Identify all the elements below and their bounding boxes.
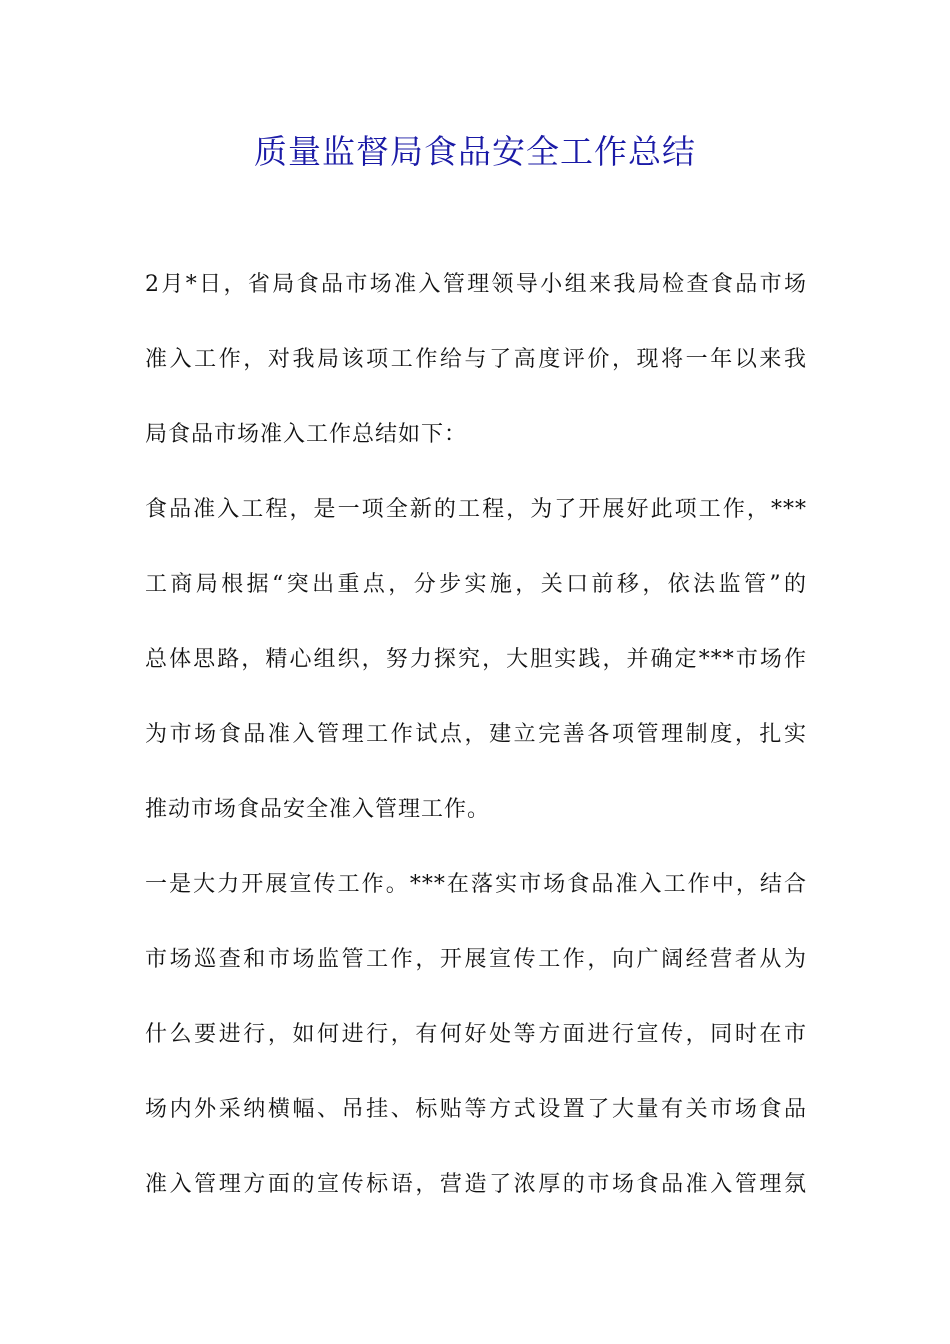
- document-title: 质量监督局食品安全工作总结: [254, 132, 696, 171]
- body-line: 食品准入工程，是一项全新的工程，为了开展好此项工作，***: [145, 497, 807, 522]
- body-line: 市场巡查和市场监管工作，开展宣传工作，向广阔经营者从为: [145, 947, 807, 972]
- body-line: 准入管理方面的宣传标语，营造了浓厚的市场食品准入管理氛: [145, 1172, 807, 1197]
- body-line: 推动市场食品安全准入管理工作。: [145, 797, 491, 822]
- body-line: 什么要进行，如何进行，有何好处等方面进行宣传，同时在市: [145, 1022, 807, 1047]
- body-line: 为市场食品准入管理工作试点，建立完善各项管理制度，扎实: [145, 722, 807, 747]
- body-line: 局食品市场准入工作总结如下：: [145, 422, 468, 447]
- body-line: 准入工作，对我局该项工作给与了高度评价，现将一年以来我: [145, 347, 807, 372]
- body-line: 总体思路，精心组织，努力探究，大胆实践，并确定***市场作: [145, 647, 807, 672]
- body-line: 工商局根据“突出重点，分步实施，关口前移，依法监管”的: [145, 572, 807, 597]
- body-line: 2月*日，省局食品市场准入管理领导小组来我局检查食品市场: [145, 272, 807, 297]
- body-line: 一是大力开展宣传工作。***在落实市场食品准入工作中，结合: [145, 872, 807, 897]
- body-line: 场内外采纳横幅、吊挂、标贴等方式设置了大量有关市场食品: [145, 1097, 807, 1122]
- document-body: [145, 262, 807, 1237]
